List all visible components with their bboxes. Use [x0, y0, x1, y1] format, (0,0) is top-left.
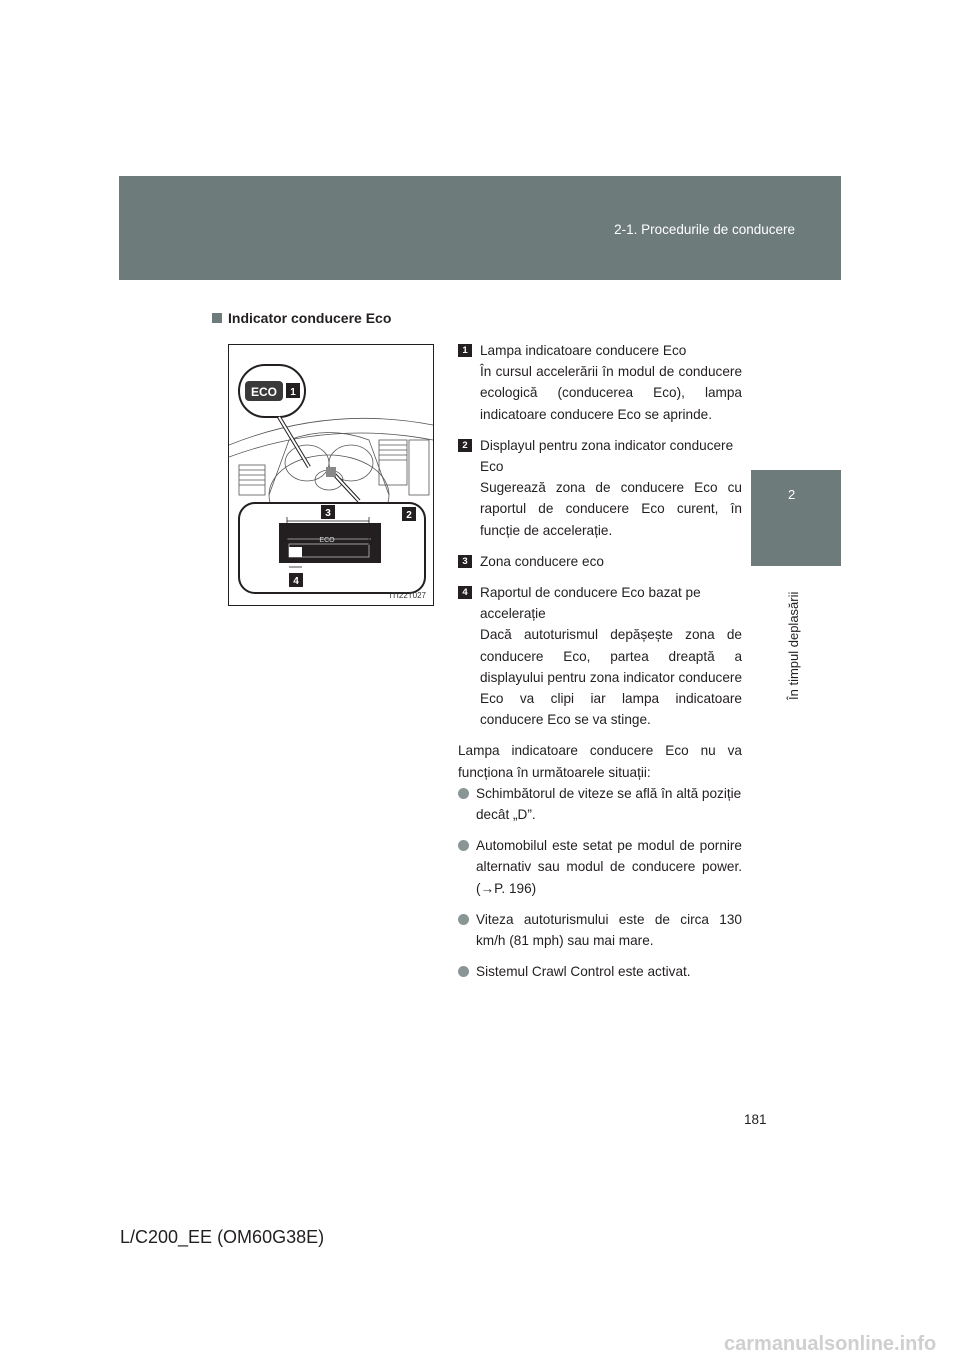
bullet-dot-icon	[458, 788, 469, 799]
item-number: 1	[458, 344, 472, 357]
bullet-text: Viteza autoturismului este de circa 130 km/h (81 mph) sau mai mare.	[476, 911, 742, 949]
callout-4: 4	[293, 576, 299, 587]
chapter-label: În timpul deplasării	[786, 591, 801, 700]
chapter-label-wrap	[786, 590, 804, 700]
bullet-dot-icon	[458, 966, 469, 977]
list-item	[458, 340, 742, 425]
list-item	[458, 551, 742, 572]
item-text: Dacă autoturismul depășește zona de conducere Eco, partea dreaptă a displayului pentru zona indicator conducere Eco va clipi iar lampa indicatoare conducere Eco se va stinge.	[480, 627, 742, 728]
item-title: Zona conducere eco	[480, 553, 604, 569]
callout-1: 1	[290, 387, 296, 398]
list-item	[458, 582, 742, 730]
bullet-text: Schimbătorul de viteze se află în altă poziție decât „D”.	[476, 785, 742, 823]
list-item	[458, 435, 742, 541]
bullet-item	[458, 783, 742, 825]
bullet-dot-icon	[458, 914, 469, 925]
callout-2: 2	[406, 510, 412, 521]
item-number: 3	[458, 555, 472, 568]
item-title: Raportul de conducere Eco bazat pe accelerație	[480, 585, 701, 622]
chapter-tab	[751, 470, 841, 566]
eco-lamp-label: ECO	[250, 385, 278, 399]
item-number: 2	[458, 439, 472, 452]
bullet-dot-icon	[458, 840, 469, 851]
watermark-text: carmanualsonline.info	[724, 1333, 937, 1355]
item-title: Lampa indicatoare conducere Eco	[480, 343, 687, 358]
page-number: 181	[744, 1112, 767, 1127]
item-number: 4	[458, 586, 472, 599]
document-code: L/C200_EE (OM60G38E)	[120, 1227, 325, 1247]
square-bullet-icon	[212, 313, 222, 323]
bullet-text: Automobilul este setat pe modul de pornire alternativ sau modul de conducere power. (→P. 196)	[476, 838, 742, 896]
bullet-item	[458, 909, 742, 951]
dashboard-illustration	[228, 344, 434, 606]
body-text	[458, 340, 742, 992]
watermark-logo	[720, 1328, 960, 1358]
dashboard-drawing	[229, 345, 433, 605]
section-title-text: Indicator conducere Eco	[228, 310, 392, 326]
item-text: Sugerează zona de conducere Eco cu raportul de conducere Eco curent, în funcție de accelerație.	[480, 480, 742, 538]
section-title	[212, 310, 391, 326]
header-band	[119, 176, 841, 280]
bar-eco-label: ECO	[319, 537, 335, 544]
bullet-item	[458, 961, 742, 982]
breadcrumb: 2-1. Procedurile de conducere	[614, 222, 795, 237]
figure-code: ITI22T027	[389, 591, 426, 600]
item-text: În cursul accelerării în modul de conducere ecologică (conducerea Eco), lampa indicatoare conducere Eco se aprinde.	[480, 364, 742, 422]
bullet-text: Sistemul Crawl Control este activat.	[476, 964, 691, 980]
item-title: Displayul pentru zona indicator conducere Eco	[480, 437, 734, 475]
intro-paragraph: Lampa indicatoare conducere Eco nu va funcționa în următoarele situații:	[458, 743, 742, 780]
chapter-number: 2	[788, 487, 796, 502]
bullet-item	[458, 835, 742, 899]
callout-3: 3	[325, 508, 331, 519]
